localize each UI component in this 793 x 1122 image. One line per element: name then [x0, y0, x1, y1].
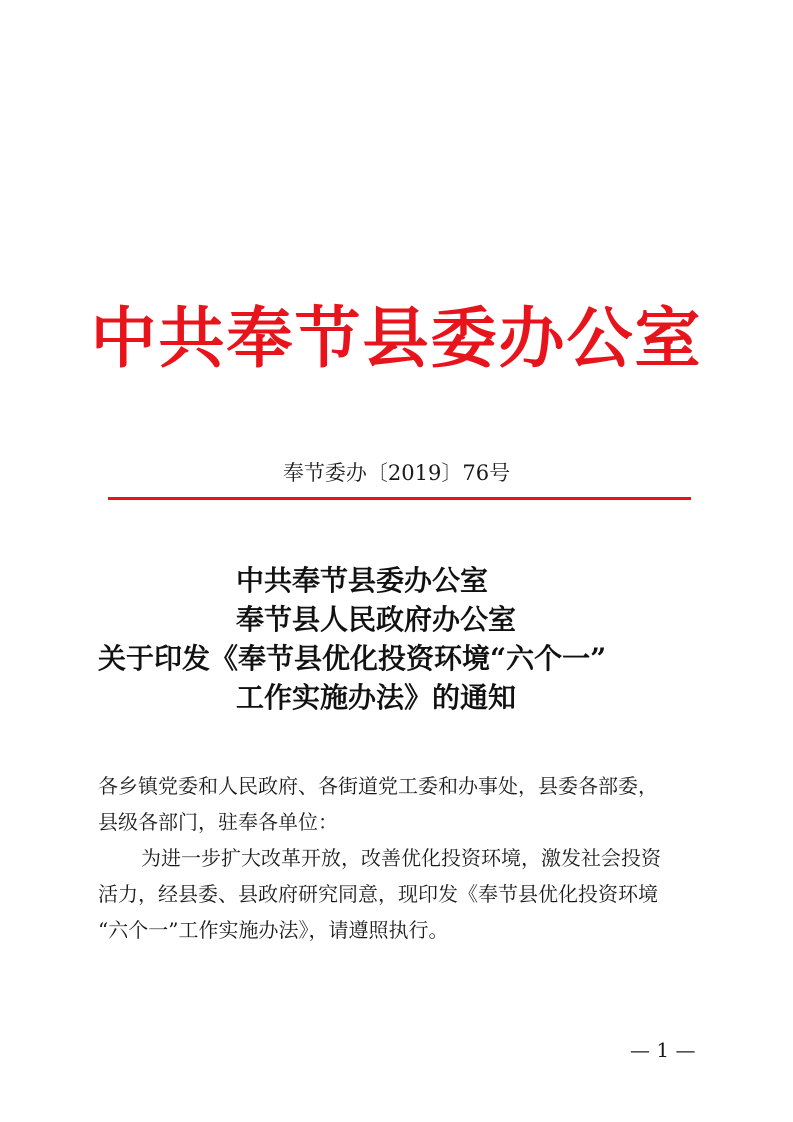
title-line: 奉节县人民政府办公室 — [236, 603, 517, 636]
issuer-masthead: 中共奉节县委办公室 — [90, 299, 703, 377]
body-paragraph-line: “六个一”工作实施办法》，请遵照执行。 — [98, 918, 449, 942]
page-number: — 1 — — [630, 1038, 696, 1062]
body-paragraph-line: 活力，经县委、县政府研究同意，现印发《奉节县优化投资环境 — [98, 882, 658, 906]
title-line: 工作实施办法》的通知 — [236, 681, 517, 714]
title-line: 关于印发《奉节县优化投资环境“六个一” — [98, 642, 607, 675]
red-divider-line — [108, 497, 691, 500]
document-number: 奉节委办〔2019〕76号 — [282, 461, 511, 485]
body-paragraph-line: 为进一步扩大改革开放，改善优化投资环境，激发社会投资 — [141, 846, 661, 870]
addressee-line: 各乡镇党委和人民政府、各街道党工委和办事处，县委各部委， — [98, 774, 658, 798]
title-line: 中共奉节县委办公室 — [236, 564, 489, 597]
addressee-line: 县级各部门，驻奉各单位： — [98, 810, 338, 834]
